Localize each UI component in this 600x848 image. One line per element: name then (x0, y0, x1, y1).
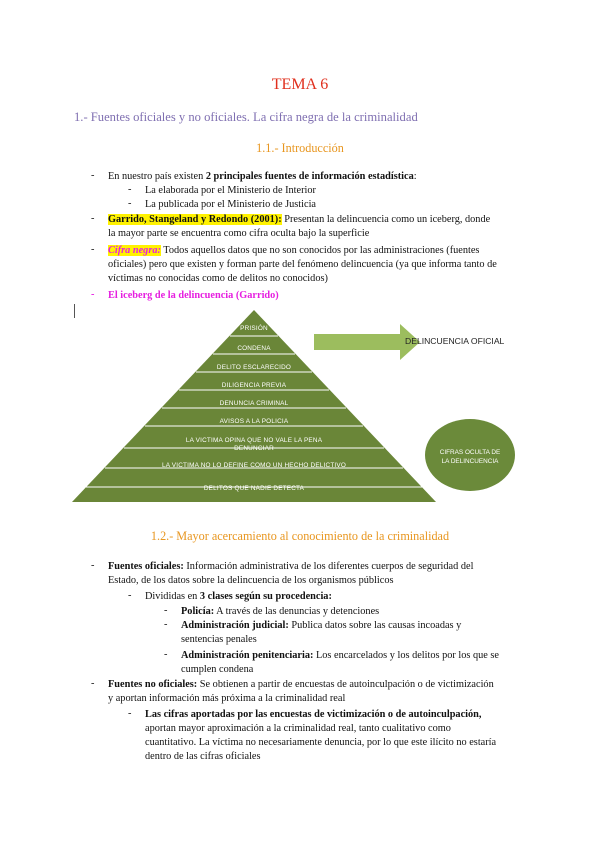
page-title: TEMA 6 (271, 76, 329, 93)
tier-victima-no-define: LA VICTIMA NO LO DEFINE COMO UN HECHO DELICTIVO (161, 462, 347, 469)
paragraph-cifra-negra-line2: oficiales) pero que existen y forman parte del fenómeno delincuencia (ya que informa tanto de (108, 259, 497, 270)
bullet-dash: - (128, 184, 132, 195)
bullet-dash: - (91, 289, 95, 300)
tier-prision: PRISIÓN (240, 325, 268, 332)
bullet-dash: - (164, 605, 168, 616)
tier-condena: CONDENA (237, 345, 271, 352)
tier-delito-esclarecido: DELITO ESCLARECIDO (216, 364, 292, 371)
paragraph-clases: Divididas en 3 clases según su procedencia: (145, 591, 332, 602)
paragraph-encuestas-line4: dentro de las cifras oficiales (145, 751, 261, 762)
paragraph-fuentes-no-oficiales-line2: y aportan información más próxima a la criminalidad real (108, 693, 346, 704)
iceberg-heading: El iceberg de la delincuencia (Garrido) (108, 290, 279, 301)
item-administracion-penitenciaria: Administración penitenciaria: Los encarcelados y los delitos por los que se (181, 650, 500, 661)
tier-avisos-policia: AVISOS A LA POLICIA (219, 418, 289, 425)
item-administracion-judicial: Administración judicial: Publica datos sobre las causas incoadas y (181, 620, 462, 631)
list-item-justicia: La publicada por el Ministerio de Justicia (145, 199, 316, 210)
tier-diligencia-previa: DILIGENCIA PREVIA (221, 382, 287, 389)
bullet-dash: - (128, 198, 132, 209)
item-policia: Policía: A través de las denuncias y detenciones (181, 606, 380, 617)
bullet-dash: - (128, 708, 132, 719)
paragraph-garrido: Garrido, Stangeland y Redondo (2001): Presentan la delincuencia como un iceberg, donde (108, 214, 491, 225)
paragraph-encuestas-line3: cuantitativo. La víctima no necesariamente denuncia, por lo que este ilícito no estaría (145, 737, 497, 748)
hidden-figures-label: CIFRAS OCULTA DE LA DELINCUENCIA (439, 449, 501, 465)
paragraph-encuestas: Las cifras aportadas por las encuestas de victimización o de autoinculpación, (145, 709, 482, 720)
bullet-dash: - (91, 560, 95, 571)
section-heading-1: 1.- Fuentes oficiales y no oficiales. La cifra negra de la criminalidad (74, 110, 418, 124)
official-crime-label: DELINCUENCIA OFICIAL (405, 336, 505, 346)
paragraph-fuentes: En nuestro país existen 2 principales fuentes de información estadística: (108, 171, 417, 182)
subsection-heading-1-1: 1.1.- Introducción (256, 141, 344, 155)
paragraph-garrido-line2: la mayor parte se encuentra como cifra oculta bajo la superficie (108, 228, 370, 239)
paragraph-fuentes-no-oficiales: Fuentes no oficiales: Se obtienen a partir de encuestas de autoinculpación o de victimización (108, 679, 494, 690)
item-administracion-judicial-line2: sentencias penales (181, 634, 257, 645)
paragraph-encuestas-line2: aportan mayor aproximación a la criminalidad real, tanto cualitativo como (145, 723, 451, 734)
tier-delitos-nadie-detecta: DELITOS QUE NADIE DETECTA (203, 485, 305, 492)
paragraph-fuentes-oficiales-line2: Estado, de los datos sobre la delincuencia de los organismos públicos (108, 575, 394, 586)
bullet-dash: - (91, 678, 95, 689)
bullet-dash: - (164, 649, 168, 660)
bullet-dash: - (91, 244, 95, 255)
subsection-heading-1-2: 1.2.- Mayor acercamiento al conocimiento de la criminalidad (150, 529, 450, 543)
item-administracion-penitenciaria-line2: cumplen condena (181, 664, 254, 675)
tier-victima-opina: LA VICTIMA OPINA QUE NO VALE LA PENA DENUNCIAR (185, 437, 323, 452)
bullet-dash: - (164, 619, 168, 630)
bullet-dash: - (128, 590, 132, 601)
list-item-interior: La elaborada por el Ministerio de Interior (145, 185, 316, 196)
paragraph-fuentes-oficiales: Fuentes oficiales: Información administrativa de los diferentes cuerpos de seguridad del (108, 561, 474, 572)
bullet-dash: - (91, 170, 95, 181)
paragraph-cifra-negra: Cifra negra: Todos aquellos datos que no son conocidos por las administraciones (fuentes (108, 245, 480, 256)
bullet-dash: - (91, 213, 95, 224)
tier-denuncia-criminal: DENUNCIA CRIMINAL (219, 400, 289, 407)
paragraph-cifra-negra-line3: víctimas no conocidas como de delitos no conocidos) (108, 273, 328, 284)
